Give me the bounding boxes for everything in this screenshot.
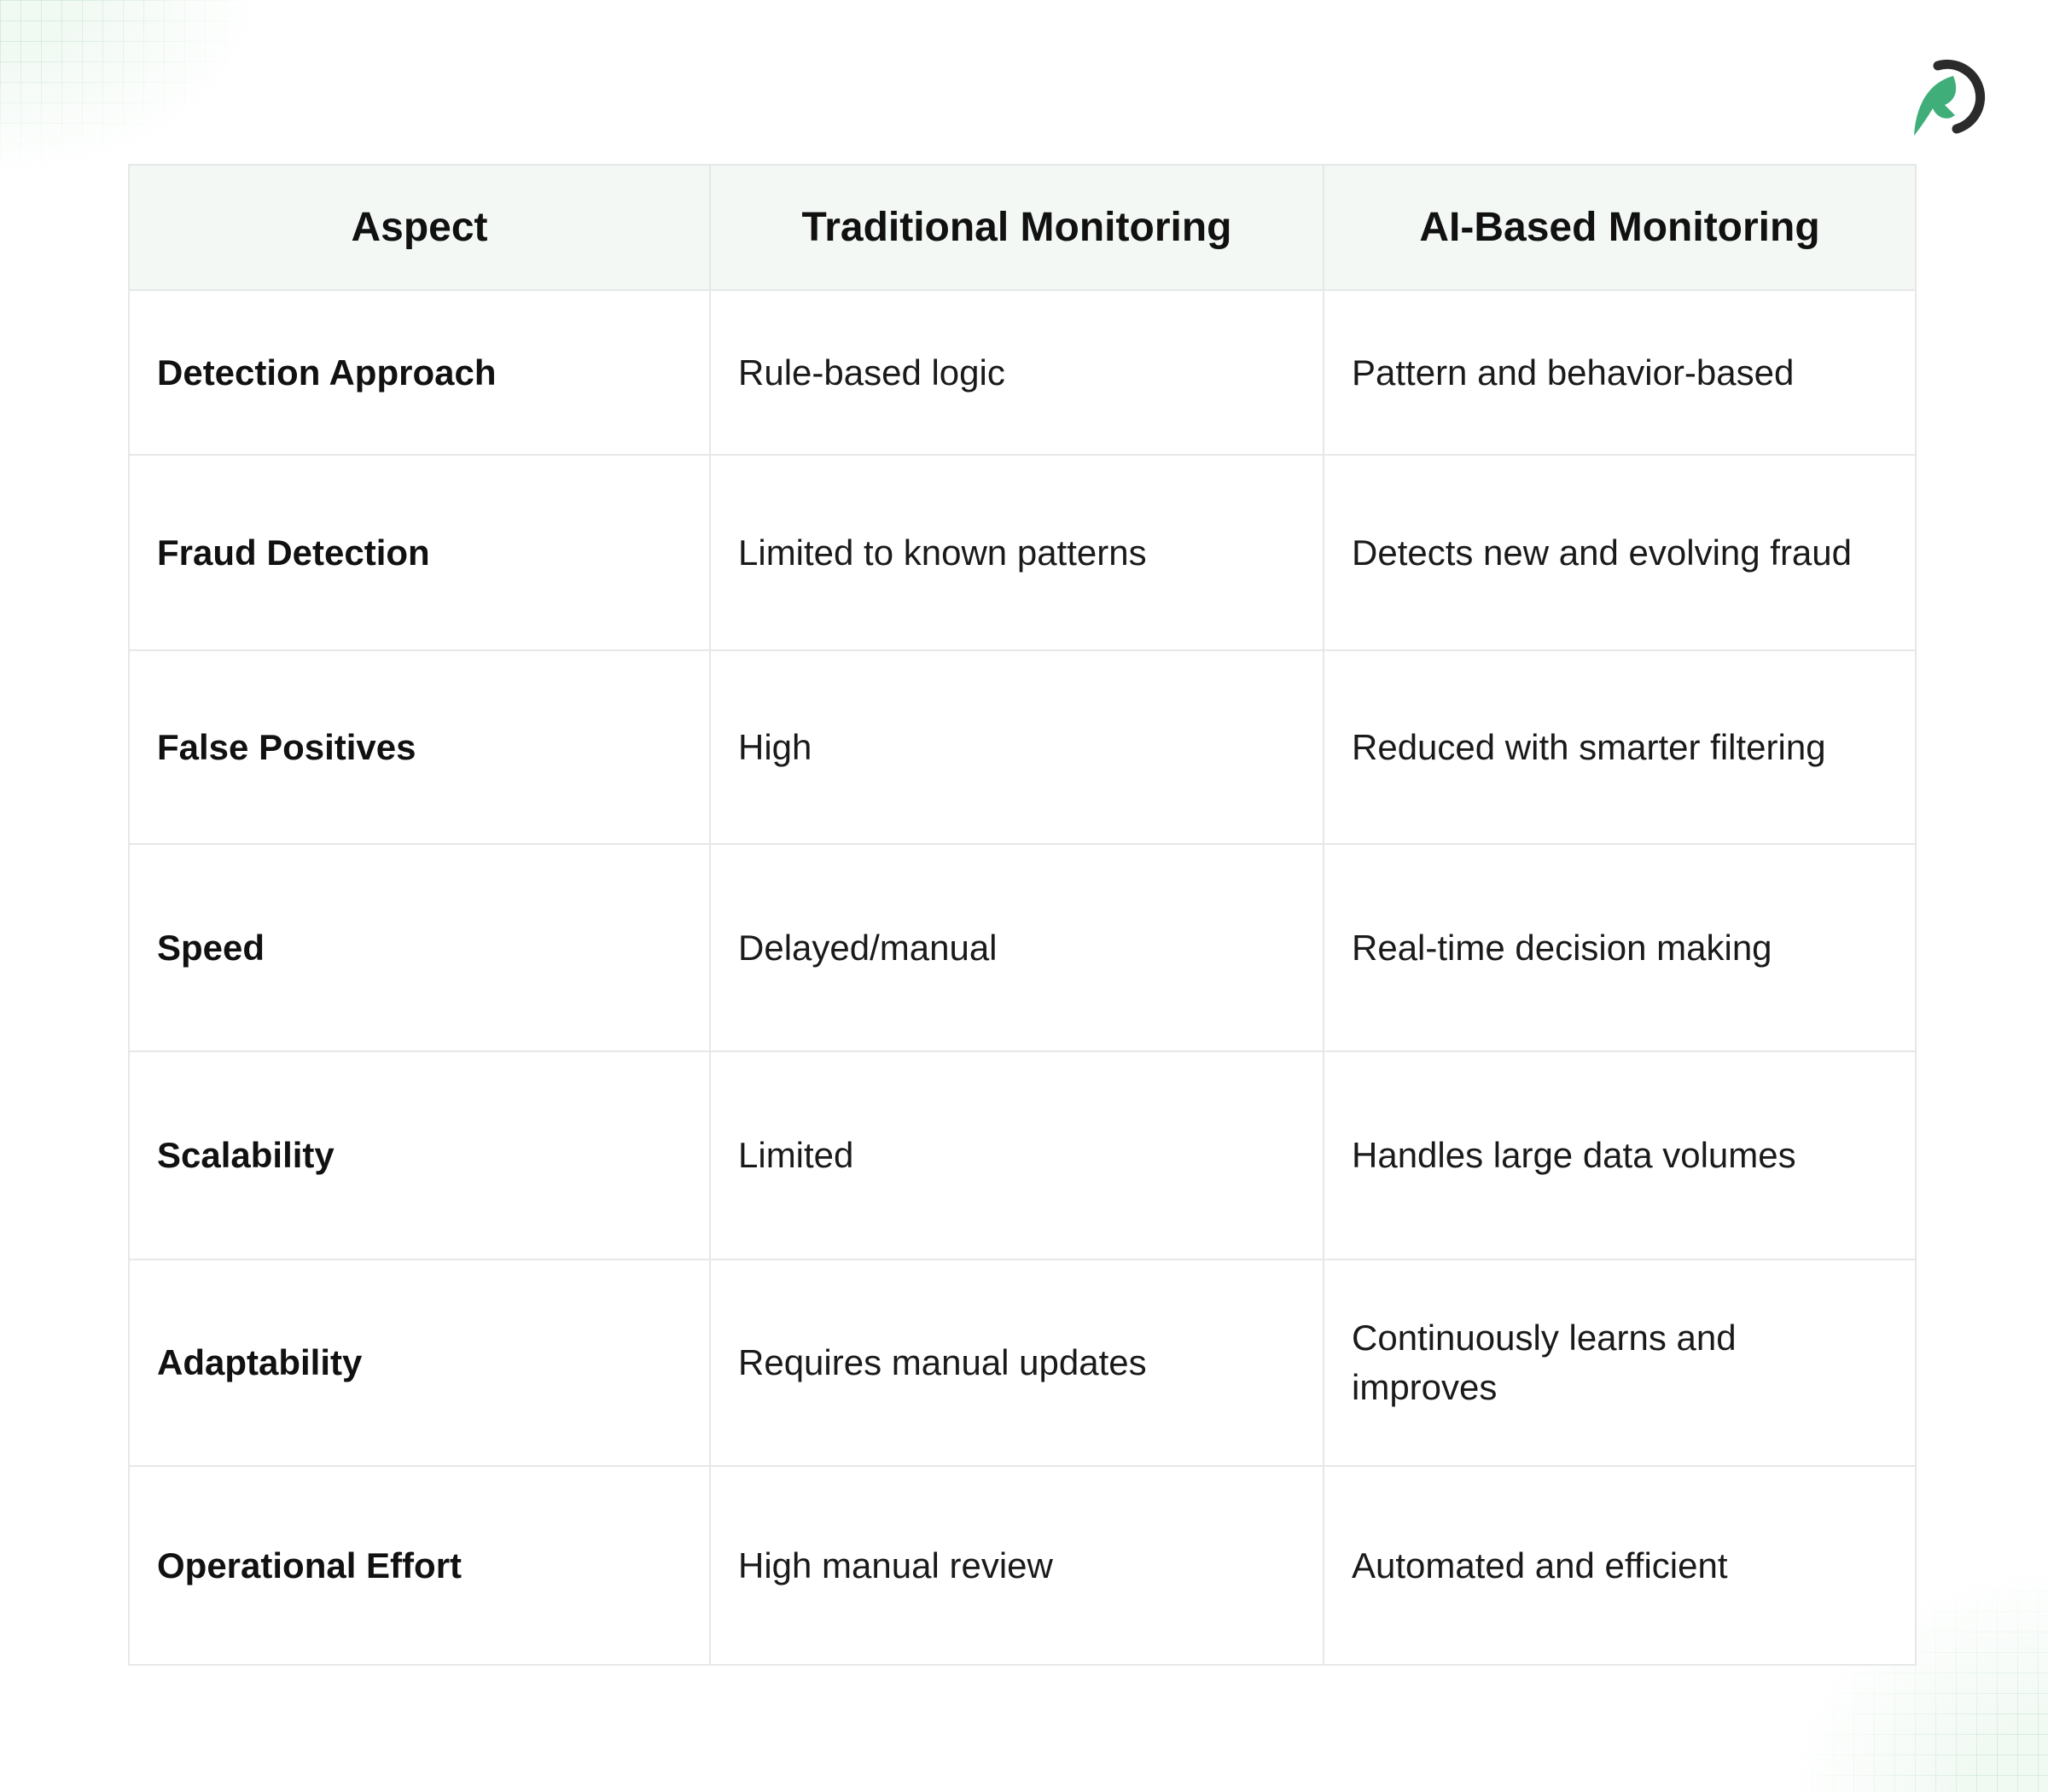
aspect-cell: Fraud Detection (129, 455, 710, 650)
table-body (129, 290, 1916, 1665)
traditional-cell: Limited to known patterns (710, 455, 1324, 650)
aspect-cell: False Positives (129, 650, 710, 844)
table-row (129, 1051, 1916, 1260)
aspect-cell: Operational Effort (129, 1466, 710, 1665)
column-header-aspect: Aspect (129, 165, 710, 290)
aspect-cell: Adaptability (129, 1260, 710, 1466)
aspect-cell: Detection Approach (129, 290, 710, 455)
ai-cell: Pattern and behavior-based (1324, 290, 1916, 455)
table-row (129, 844, 1916, 1051)
traditional-cell: High manual review (710, 1466, 1324, 1665)
brand-logo-icon (1907, 55, 1988, 141)
comparison-table (128, 164, 1917, 1666)
aspect-cell: Scalability (129, 1051, 710, 1260)
traditional-cell: Requires manual updates (710, 1260, 1324, 1466)
ai-cell: Real-time decision making (1324, 844, 1916, 1051)
traditional-cell: Limited (710, 1051, 1324, 1260)
ai-cell: Continuously learns and improves (1324, 1260, 1916, 1466)
aspect-cell: Speed (129, 844, 710, 1051)
ai-cell: Automated and efficient (1324, 1466, 1916, 1665)
traditional-cell: High (710, 650, 1324, 844)
ai-cell: Reduced with smarter filtering (1324, 650, 1916, 844)
table-row (129, 1466, 1916, 1665)
table-row (129, 1260, 1916, 1466)
background-grid-decoration-top (0, 0, 256, 171)
ai-cell: Handles large data volumes (1324, 1051, 1916, 1260)
table-row (129, 650, 1916, 844)
column-header-ai-based-monitoring: AI-Based Monitoring (1324, 165, 1916, 290)
table-row (129, 290, 1916, 455)
header-row (129, 165, 1916, 290)
traditional-cell: Delayed/manual (710, 844, 1324, 1051)
table-row (129, 455, 1916, 650)
column-header-traditional-monitoring: Traditional Monitoring (710, 165, 1324, 290)
table-header (129, 165, 1916, 290)
ai-cell: Detects new and evolving fraud (1324, 455, 1916, 650)
traditional-cell: Rule-based logic (710, 290, 1324, 455)
